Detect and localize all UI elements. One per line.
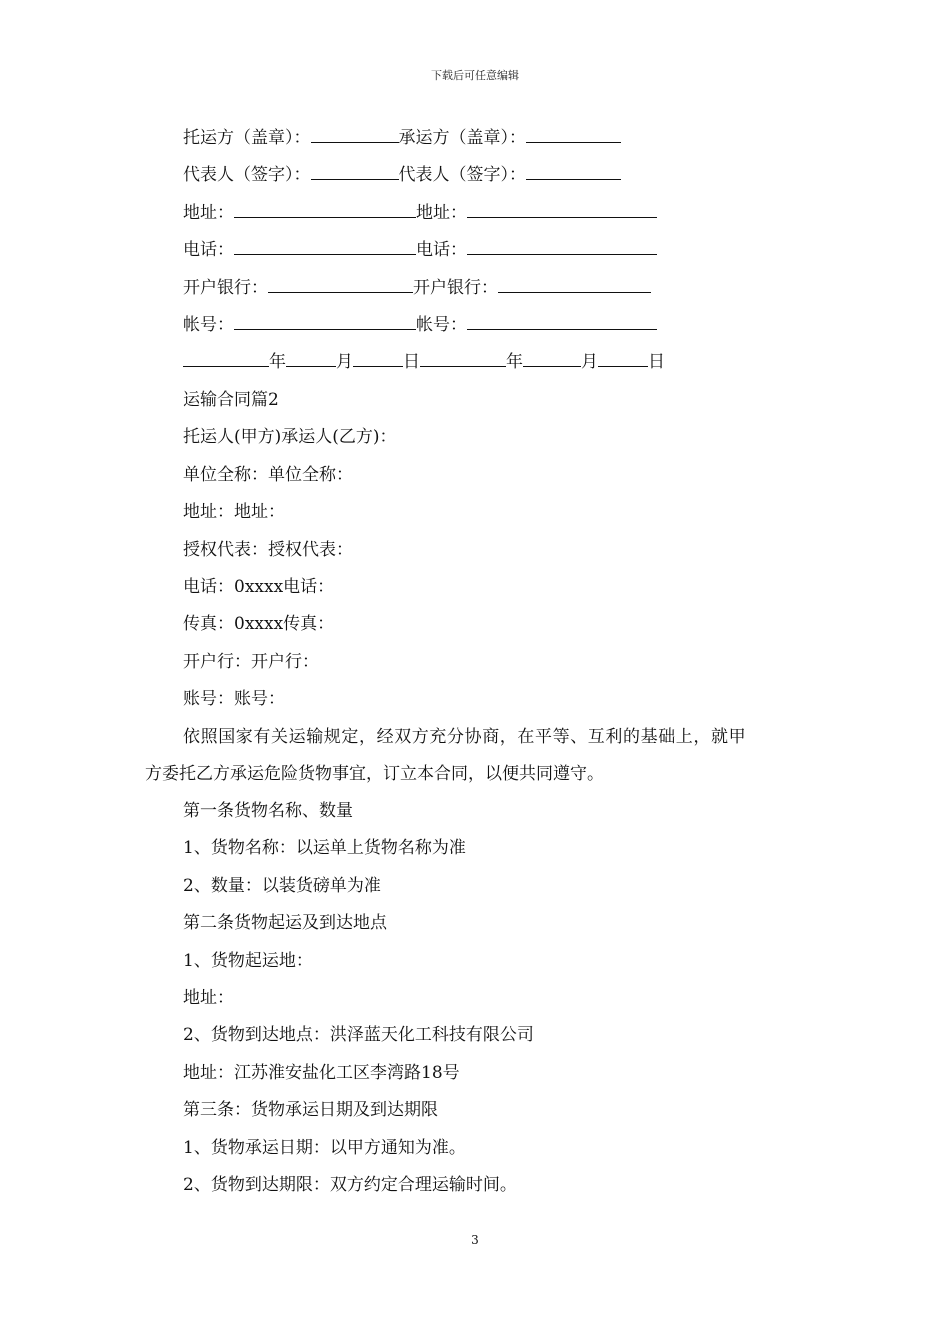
intro-paragraph-line2: 方委托乙方承运危险货物事宜，订立本合同，以便共同遵守。 [145,764,604,784]
phone-line [183,240,657,260]
phone-line-2: 电话：0xxxx电话： [183,577,335,597]
blank-underline [268,278,413,293]
blank-underline [526,165,621,180]
blank-underline [526,128,621,143]
unit-name-line: 单位全称：单位全称： [183,465,353,485]
phone-label-b: 电话： [416,240,467,260]
shipper-seal-label: 托运方（盖章）： [183,128,311,148]
address-line [183,203,657,223]
rep-sign-label-a: 代表人（签字）： [183,165,311,185]
bank-line-2: 开户行：开户行： [183,652,319,672]
address-label-b: 地址： [416,203,467,223]
intro-paragraph-line1: 依照国家有关运输规定，经双方充分协商，在平等、互利的基础上，就甲 [183,727,747,747]
article2-address2: 地址：江苏淮安盐化工区李湾路18号 [183,1063,460,1083]
account-label-a: 帐号： [183,315,234,335]
month-label-a: 月 [336,352,353,372]
blank-underline [286,352,336,367]
bank-line [183,278,651,298]
rep-sign-line [183,165,621,185]
blank-underline [234,240,416,255]
article2-address1: 地址： [183,988,234,1008]
account-label-b: 帐号： [416,315,467,335]
blank-underline [498,278,651,293]
blank-underline [234,315,416,330]
year-label-b: 年 [506,352,523,372]
carrier-seal-label: 承运方（盖章）： [398,128,526,148]
blank-underline [183,352,269,367]
day-label-a: 日 [403,352,420,372]
account-line-2: 账号：账号： [183,689,285,709]
blank-underline [311,128,399,143]
article1-item2: 2、数量：以装货磅单为准 [183,876,381,896]
phone-label-a: 电话： [183,240,234,260]
article3-item1: 1、货物承运日期：以甲方通知为准。 [183,1138,466,1158]
rep-sign-label-b: 代表人（签字）： [398,165,526,185]
blank-underline [353,352,403,367]
date-line [183,352,665,372]
bank-label-b: 开户银行： [413,278,498,298]
blank-underline [420,352,506,367]
article3-title: 第三条：货物承运日期及到达期限 [183,1100,438,1120]
address-line-2: 地址：地址： [183,502,285,522]
parties-line: 托运人(甲方)承运人(乙方)： [183,427,397,447]
article2-title: 第二条货物起运及到达地点 [183,913,387,933]
day-label-b: 日 [648,352,665,372]
article2-item2: 2、货物到达地点：洪泽蓝天化工科技有限公司 [183,1025,534,1045]
article2-item1: 1、货物起运地： [183,951,313,971]
blank-underline [234,203,416,218]
fax-line: 传真：0xxxx传真： [183,614,335,634]
article3-item2: 2、货物到达期限：双方约定合理运输时间。 [183,1175,517,1195]
year-label-a: 年 [269,352,286,372]
blank-underline [598,352,648,367]
shipper-carrier-seal-line [183,128,621,148]
article1-title: 第一条货物名称、数量 [183,801,353,821]
blank-underline [467,203,657,218]
page-header: 下载后可任意编辑 [431,69,519,82]
blank-underline [311,165,399,180]
blank-underline [523,352,581,367]
bank-label-a: 开户银行： [183,278,268,298]
account-line [183,315,657,335]
auth-rep-line: 授权代表：授权代表： [183,540,353,560]
blank-underline [467,315,657,330]
blank-underline [467,240,657,255]
article1-item1: 1、货物名称：以运单上货物名称为准 [183,838,466,858]
page-number: 3 [471,1233,479,1247]
address-label-a: 地址： [183,203,234,223]
month-label-b: 月 [581,352,598,372]
section-title: 运输合同篇2 [183,390,279,410]
